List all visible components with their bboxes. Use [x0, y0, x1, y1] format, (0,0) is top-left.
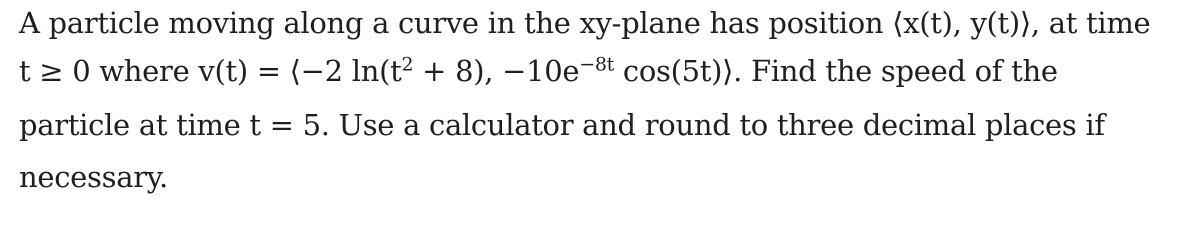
velocity-expression-middle: + 8), −10e [413, 54, 580, 88]
problem-line-4: necessary. [19, 160, 168, 194]
problem-statement [19, 3, 1184, 199]
problem-line-3: particle at time t = 5. Use a calculator and round to three decimal places if [19, 108, 1105, 142]
velocity-expression-start: t ≥ 0 where v(t) = ⟨−2 ln(t [19, 54, 402, 88]
exponent-squared: 2 [401, 53, 414, 76]
velocity-expression-end: cos(5t)⟩. Find the speed of the [614, 54, 1058, 88]
exponent-decay: −8t [579, 53, 615, 76]
problem-line-2 [19, 51, 1184, 99]
problem-line-1: A particle moving along a curve in the xy-plane has position ⟨x(t), y(t)⟩, at time [19, 6, 1151, 40]
